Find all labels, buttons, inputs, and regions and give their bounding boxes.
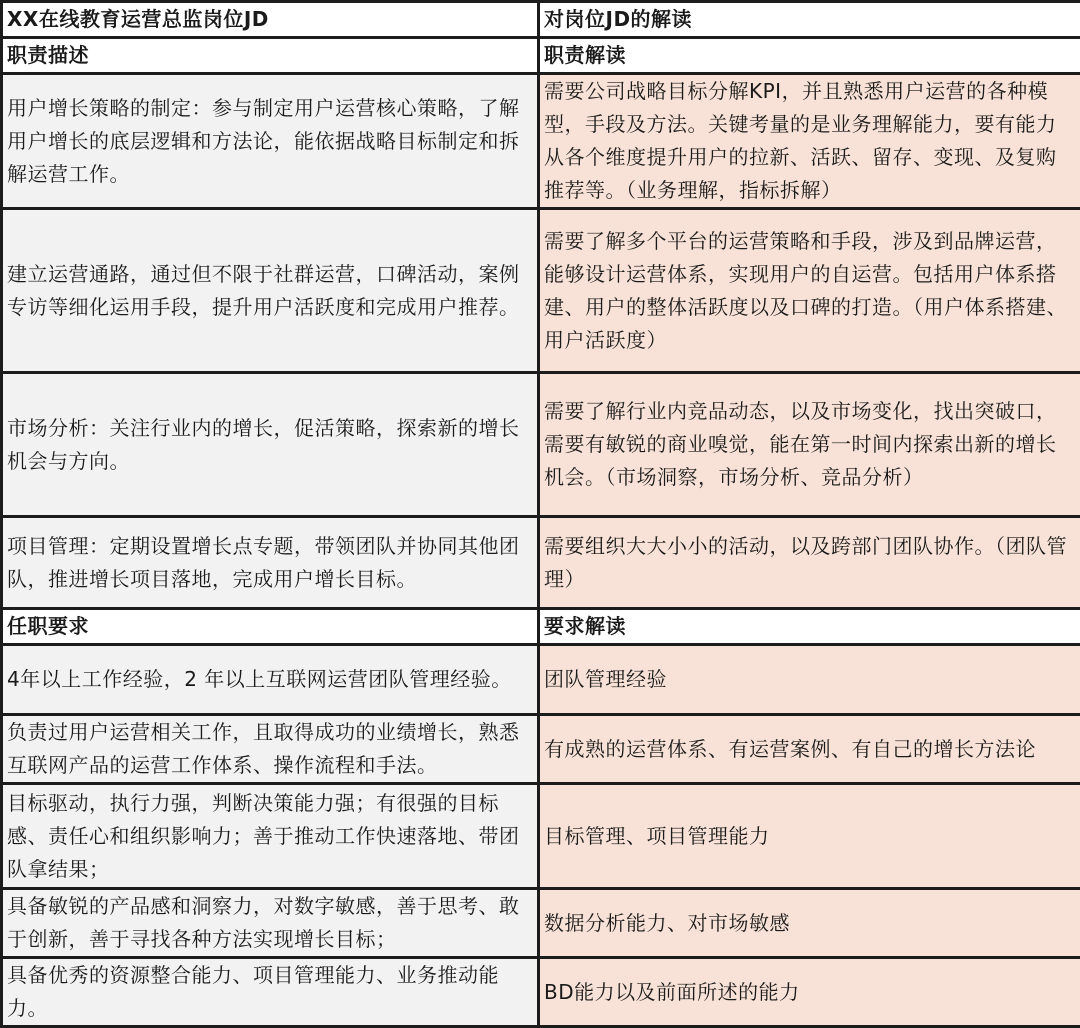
requirement-interpretation-cell: 数据分析能力、对市场敏感 xyxy=(539,889,1080,958)
requirement-cell: 具备敏锐的产品感和洞察力，对数字敏感，善于思考、敢于创新，善于寻找各种方法实现增长目标； xyxy=(2,889,539,958)
requirements-heading: 任职要求 xyxy=(2,609,539,645)
interpretation-cell: 需要了解行业内竞品动态，以及市场变化，找出突破口，需要有敏锐的商业嗅觉，能在第一时间内探索出新的增长机会。（市场洞察，市场分析、竞品分析） xyxy=(539,373,1080,517)
table-row xyxy=(2,958,1080,1027)
table-row xyxy=(2,715,1080,784)
table-row xyxy=(2,209,1080,373)
section-heading-row xyxy=(2,38,1080,74)
responsibilities-interpretation-heading: 职责解读 xyxy=(539,38,1080,74)
requirement-interpretation-cell: 目标管理、项目管理能力 xyxy=(539,784,1080,889)
responsibility-cell: 市场分析：关注行业内的增长，促活策略，探索新的增长机会与方向。 xyxy=(2,373,539,517)
interpretation-cell: 需要组织大大小小的活动，以及跨部门团队协作。（团队管理） xyxy=(539,517,1080,609)
interpretation-cell: 需要了解多个平台的运营策略和手段，涉及到品牌运营，能够设计运营体系，实现用户的自运营。包括用户体系搭建、用户的整体活跃度以及口碑的打造。（用户体系搭建、用户活跃度） xyxy=(539,209,1080,373)
responsibility-cell: 建立运营通路，通过但不限于社群运营，口碑活动，案例专访等细化运用手段，提升用户活跃度和完成用户推荐。 xyxy=(2,209,539,373)
table-row xyxy=(2,373,1080,517)
title-row xyxy=(2,2,1080,38)
requirement-cell: 4年以上工作经验，2 年以上互联网运营团队管理经验。 xyxy=(2,645,539,715)
requirement-cell: 目标驱动，执行力强，判断决策能力强；有很强的目标感、责任心和组织影响力；善于推动工作快速落地、带团队拿结果； xyxy=(2,784,539,889)
table-row xyxy=(2,889,1080,958)
interpretation-cell: 需要公司战略目标分解KPI，并且熟悉用户运营的各种模型，手段及方法。关键考量的是业务理解能力，要有能力从各个维度提升用户的拉新、活跃、留存、变现、及复购推荐等。（业务理解，指标拆解） xyxy=(539,74,1080,209)
responsibility-cell: 用户增长策略的制定：参与制定用户运营核心策略，了解用户增长的底层逻辑和方法论，能依据战略目标制定和拆解运营工作。 xyxy=(2,74,539,209)
table-row xyxy=(2,784,1080,889)
requirements-interpretation-heading: 要求解读 xyxy=(539,609,1080,645)
responsibility-cell: 项目管理：定期设置增长点专题，带领团队并协同其他团队，推进增长项目落地，完成用户增长目标。 xyxy=(2,517,539,609)
requirement-cell: 具备优秀的资源整合能力、项目管理能力、业务推动能力。 xyxy=(2,958,539,1027)
table-row xyxy=(2,645,1080,715)
table-row xyxy=(2,74,1080,209)
responsibilities-heading: 职责描述 xyxy=(2,38,539,74)
table-row xyxy=(2,517,1080,609)
interpretation-title: 对岗位JD的解读 xyxy=(539,2,1080,38)
requirement-interpretation-cell: 有成熟的运营体系、有运营案例、有自己的增长方法论 xyxy=(539,715,1080,784)
requirement-cell: 负责过用户运营相关工作，且取得成功的业绩增长，熟悉互联网产品的运营工作体系、操作流程和手法。 xyxy=(2,715,539,784)
section-heading-row xyxy=(2,609,1080,645)
jd-title: XX在线教育运营总监岗位JD xyxy=(2,2,539,38)
requirement-interpretation-cell: 团队管理经验 xyxy=(539,645,1080,715)
requirement-interpretation-cell: BD能力以及前面所述的能力 xyxy=(539,958,1080,1027)
